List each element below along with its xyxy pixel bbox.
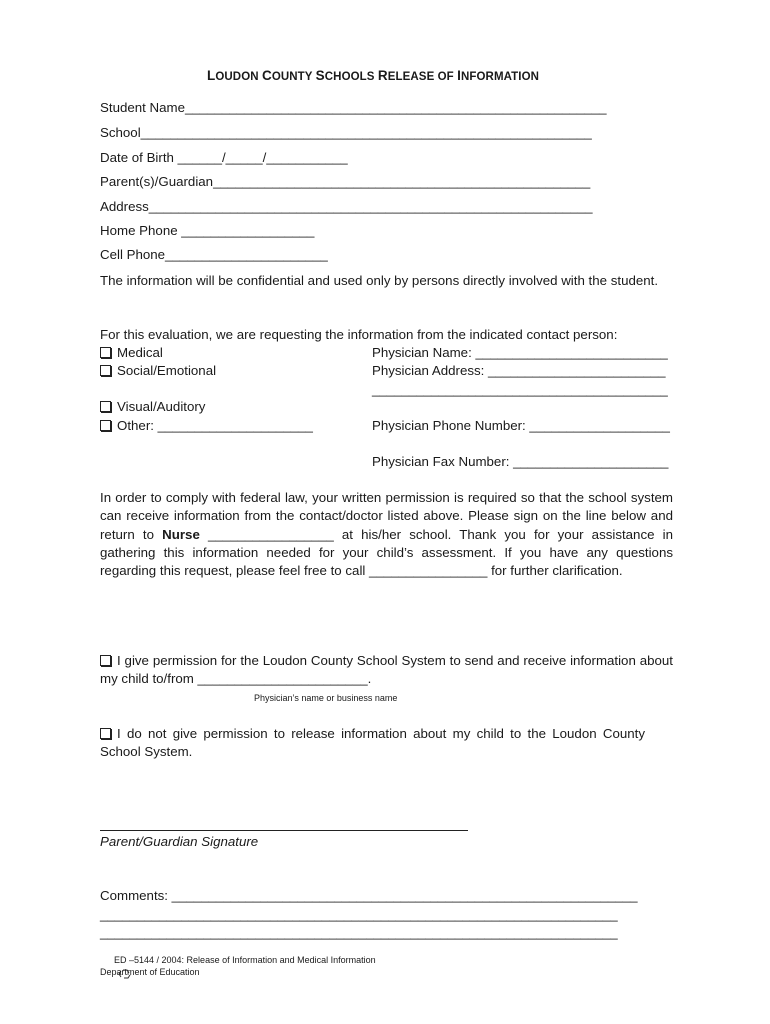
medical-checkbox-row[interactable] xyxy=(100,344,163,362)
permission-deny-text: I do not give permission to release information about my child to the Loudon County School System. xyxy=(100,726,645,760)
social-emotional-checkbox-row[interactable] xyxy=(100,362,216,380)
address-field[interactable]: Address____________________________________________________________ xyxy=(100,199,593,214)
comments-line-3[interactable]: ______________________________________________________________________ xyxy=(100,925,618,940)
checkbox-label: Other: _____________________ xyxy=(117,418,313,433)
visual-auditory-checkbox-row[interactable] xyxy=(100,398,205,416)
physician-caption: Physician’s name or business name xyxy=(254,693,398,703)
signature-label: Parent/Guardian Signature xyxy=(100,834,259,849)
checkbox-icon[interactable] xyxy=(100,365,111,376)
student-name-field[interactable]: Student Name_________________________________________________________ xyxy=(100,100,607,115)
physician-name-field[interactable]: Physician Name: __________________________ xyxy=(372,345,668,360)
compliance-paragraph: In order to comply with federal law, your written permission is required so that the school system can receive information from the contact/doctor listed above. Please sign on the line below and return to Nurse _________________ at his/her school. Thank you for your assistance in gathering this information needed for your child’s assessment. If you have any questions regarding this request, please feel free to call ________________ for further clarification. xyxy=(100,490,674,579)
permission-deny-row[interactable] xyxy=(100,725,645,762)
checkbox-icon[interactable] xyxy=(100,655,111,666)
physician-phone-field[interactable]: Physician Phone Number: ___________________ xyxy=(372,418,670,433)
checkbox-icon[interactable] xyxy=(100,347,111,358)
checkbox-label: Visual/Auditory xyxy=(117,399,206,414)
parent-guardian-field[interactable]: Parent(s)/Guardian___________________________________________________ xyxy=(100,174,591,189)
checkbox-icon[interactable] xyxy=(100,728,111,739)
physician-fax-field[interactable]: Physician Fax Number: _____________________ xyxy=(372,454,669,469)
confidential-notice: The information will be confidential and used only by persons directly involved with the student. xyxy=(100,273,659,288)
nurse-label: Nurse xyxy=(162,526,200,542)
other-checkbox-row[interactable] xyxy=(100,417,313,435)
date-of-birth-field[interactable]: Date of Birth ______/_____/___________ xyxy=(100,150,348,165)
home-phone-field[interactable]: Home Phone __________________ xyxy=(100,223,315,238)
evaluation-intro: For this evaluation, we are requesting the information from the indicated contact person: xyxy=(100,327,618,342)
comments-field[interactable]: Comments: _______________________________________________________________ xyxy=(100,888,638,903)
footer-form-id: ED –5144 / 2004: Release of Information and Medical Information xyxy=(114,955,376,965)
form-title: LOUDON COUNTY SCHOOLS RELEASE OF INFORMATION xyxy=(207,68,540,83)
physician-address-line2[interactable]: ________________________________________ xyxy=(372,382,668,397)
checkbox-icon[interactable] xyxy=(100,401,111,412)
checkbox-icon[interactable] xyxy=(100,420,111,431)
cell-phone-field[interactable]: Cell Phone______________________ xyxy=(100,247,328,262)
physician-address-field[interactable]: Physician Address: ________________________ xyxy=(372,363,666,378)
comments-line-2[interactable]: ______________________________________________________________________ xyxy=(100,907,618,922)
checkbox-label: Social/Emotional xyxy=(117,363,217,378)
school-field[interactable]: School_____________________________________________________________ xyxy=(100,125,592,140)
permission-grant-text: I give permission for the Loudon County School System to send and receive information about my child to/from _______________________. xyxy=(100,653,673,687)
permission-grant-row[interactable] xyxy=(100,652,673,689)
checkbox-label: Medical xyxy=(117,345,163,360)
footer-department: Department of Education xyxy=(100,967,200,977)
signature-line[interactable] xyxy=(100,830,468,831)
